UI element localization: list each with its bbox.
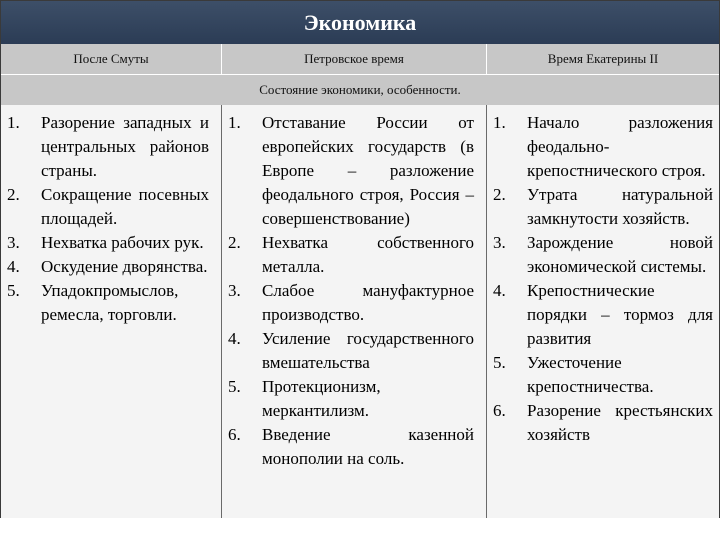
column-peter-era xyxy=(222,105,486,518)
column-header-row xyxy=(1,44,719,75)
list-item-text: Слабое мануфактурное производство. xyxy=(262,281,474,324)
list-item-number: 2. xyxy=(7,185,20,204)
list-item xyxy=(1,231,209,255)
list-item-number: 5. xyxy=(7,281,20,300)
list-item-number: 3. xyxy=(7,233,20,252)
list-item-text: Протекционизм, меркантилизм. xyxy=(262,377,381,420)
list-item xyxy=(222,327,474,375)
list-item-number: 2. xyxy=(228,233,241,252)
list-item xyxy=(222,423,474,471)
list-item-text: Начало разложения феодально-крепостнического строя. xyxy=(527,113,713,180)
column-after-troubles xyxy=(1,105,221,518)
list-item-number: 4. xyxy=(7,257,20,276)
list-item-text: Нехватка рабочих рук. xyxy=(41,233,204,252)
list-item xyxy=(487,183,713,231)
table-title: Экономика xyxy=(1,1,719,45)
list-item-text: Нехватка собственного металла. xyxy=(262,233,474,276)
list-item-number: 5. xyxy=(228,377,241,396)
list-item-text: Упадокпромыслов, ремесла, торговли. xyxy=(41,281,179,324)
list-item-number: 2. xyxy=(493,185,506,204)
list-item-number: 4. xyxy=(228,329,241,348)
column-header-peter-era: Петровское время xyxy=(304,51,404,66)
list-item-text: Разорение западных и центральных районов страны. xyxy=(41,113,209,180)
list-item xyxy=(487,279,713,351)
body-divider xyxy=(486,105,487,518)
list-item-number: 1. xyxy=(493,113,506,132)
header-divider xyxy=(486,44,487,74)
list-item-text: Утрата натуральной замкнутости хозяйств. xyxy=(527,185,713,228)
list-item xyxy=(1,183,209,231)
list-item-number: 3. xyxy=(493,233,506,252)
list-item xyxy=(1,279,209,327)
list-item-number: 1. xyxy=(228,113,241,132)
list-item-text: Разорение крестьянских хозяйств xyxy=(527,401,713,444)
list-item-number: 6. xyxy=(493,401,506,420)
list-after-troubles xyxy=(1,111,209,327)
list-item-number: 1. xyxy=(7,113,20,132)
subheader-row: Состояние экономики, особенности. xyxy=(1,75,719,106)
list-item xyxy=(487,399,713,447)
list-item xyxy=(487,231,713,279)
list-item xyxy=(222,231,474,279)
list-item-number: 3. xyxy=(228,281,241,300)
list-item xyxy=(222,375,474,423)
list-item-number: 6. xyxy=(228,425,241,444)
list-peter-era xyxy=(222,111,474,471)
list-item-text: Оскудение дворянства. xyxy=(41,257,208,276)
column-header-catherine-era: Время Екатерины II xyxy=(547,51,659,66)
list-item-text: Введение казенной монополии на соль. xyxy=(262,425,474,468)
list-item-text: Крепостнические порядки – тормоз для развития xyxy=(527,281,713,348)
list-item-number: 5. xyxy=(493,353,506,372)
list-item xyxy=(1,255,209,279)
list-item xyxy=(222,279,474,327)
list-item xyxy=(1,111,209,183)
column-catherine-era xyxy=(487,105,719,518)
header-divider xyxy=(221,44,222,74)
list-item-text: Сокращение посевных площадей. xyxy=(41,185,209,228)
column-header-after-troubles: После Смуты xyxy=(73,51,149,66)
list-item-text: Зарождение новой экономической системы. xyxy=(527,233,713,276)
list-catherine-era xyxy=(487,111,713,447)
list-item xyxy=(487,111,713,183)
body-divider xyxy=(221,105,222,518)
list-item-text: Усиление государственного вмешательства xyxy=(262,329,474,372)
list-item-number: 4. xyxy=(493,281,506,300)
list-item-text: Отставание России от европейских государств (в Европе – разложение феодального строя, Россия – совершенствование) xyxy=(262,113,474,228)
list-item-text: Ужесточение крепостничества. xyxy=(527,353,654,396)
list-item xyxy=(487,351,713,399)
list-item xyxy=(222,111,474,231)
